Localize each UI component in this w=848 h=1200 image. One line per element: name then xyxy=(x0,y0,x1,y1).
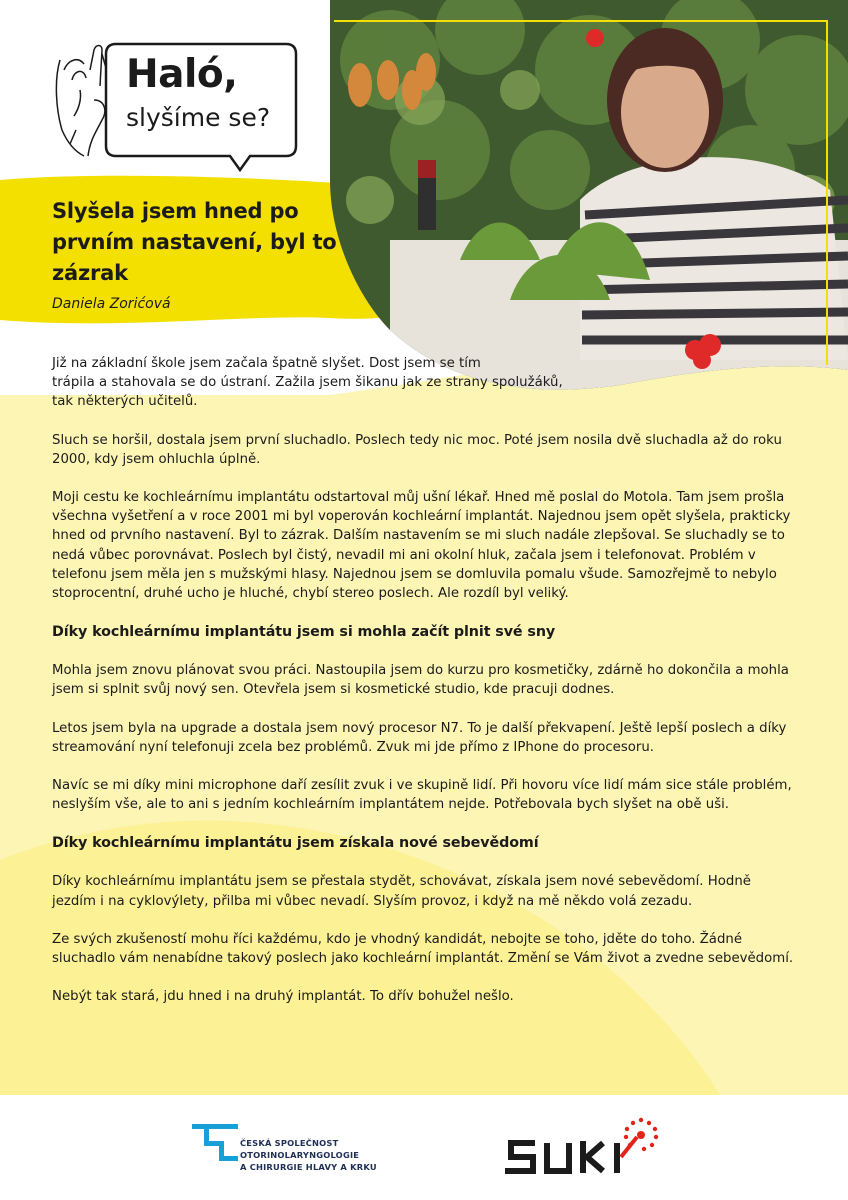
paragraph-9: Nebýt tak stará, jdu hned i na druhý implantát. To dřív bohužel nešlo. xyxy=(52,989,514,1005)
paragraph-1-line2: trápila a stahovala se do ústraní. Zažila jsem šikanu jak ze strany spolužáků, xyxy=(52,375,563,391)
article-title: Slyšela jsem hned po prvním nastavení, byl to zázrak xyxy=(52,199,337,285)
footer xyxy=(0,1095,848,1200)
paragraph-4: Mohla jsem znovu plánovat svou práci. Nastoupila jsem do kurzu pro kosmetičky, zdárně ho dokončila a mohla jsem si splnit svůj nový sen. Otevřela jsem si kosmetické studio, kde pracuji dodnes. xyxy=(52,663,789,698)
section-heading-2: Díky kochleárnímu implantátu jsem získala nové sebevědomí xyxy=(52,835,539,852)
paragraph-8: Ze svých zkušeností mohu říci každému, kdo je vhodný kandidát, nebojte se toho, jděte do toho. Žádné sluchadlo vám nenabídne takový poslech jako kochleární implantát. Změní se Vám život a zvedne sebevědomí. xyxy=(52,931,794,967)
orl-line2: OTORINOLARYNGOLOGIE xyxy=(240,1150,360,1160)
suki-logo-icon xyxy=(503,1117,663,1177)
article-author: Daniela Zorićová xyxy=(52,296,171,312)
paragraph-6: Navíc se mi díky mini microphone daří zesílit zvuk i ve skupině lidí. Při hovoru více lidí mám sice stále problém, neslyším vše, ale to ani s jedním kochleárním implantátem nejde. Potřebovala bych slyšet na obě uši. xyxy=(52,778,792,813)
article-body xyxy=(52,354,794,1006)
paragraph-7: Díky kochleárnímu implantátu jsem se přestala stydět, schovávat, získala jsem nové sebevědomí. Hodně jezdím i na cyklovýlety, přilba mi vůbec nevadí. Slyším provoz, i když na mě někdo volá zezadu. xyxy=(52,874,751,909)
logo-line1: Haló, xyxy=(126,52,238,97)
section-heading-1: Díky kochleárnímu implantátu jsem si mohla začít plnit své sny xyxy=(52,624,556,641)
orl-society-name xyxy=(240,1137,377,1173)
paragraph-2: Sluch se horšil, dostala jsem první sluchadlo. Poslech tedy nic moc. Poté jsem nosila dvě sluchadla až do roku 2000, kdy jsem ohluchla úplně. xyxy=(52,432,782,467)
paragraph-1-line3: tak některých učitelů. xyxy=(52,394,198,410)
paragraph-3: Moji cestu ke kochleárnímu implantátu odstartoval můj ušní lékař. Hned mě poslal do Motola. Tam jsem prošla všechna vyšetření a v roce 2001 mi byl voperován kochleární implantát. Najednou jsem opět slyšela, prakticky hned od prvního nastavení. Byl to zázrak. Dalším nastavením se mi sluch nadále zlepšoval. Se sluchadly se to nedá vůbec porovnávat. Poslech byl čistý, nevadil mi ani okolní hluk, začala jsem i telefonovat. Problém v telefonu jsem měla jen s mužskými hlasy. Najednou jsem se domluvila pomalu všude. Samozřejmě to nebylo stoprocentní, druhé ucho je hluché, chybí stereo poslech. Ale rozdíl byl veliký. xyxy=(52,490,791,602)
orl-line3: A CHIRURGIE HLAVY A KRKU xyxy=(240,1162,377,1172)
photo-frame xyxy=(334,20,828,365)
paragraph-1 xyxy=(52,354,794,412)
logo-line2: slyšíme se? xyxy=(126,103,271,132)
paragraph-5: Letos jsem byla na upgrade a dostala jsem nový procesor N7. To je další překvapení. Ještě lepší poslech a díky streamování nyní telefonuji zcela bez problémů. Zvuk mi jde přímo z IPhone do procesoru. xyxy=(52,720,787,755)
paragraph-1-line1: Již na základní škole jsem začala špatně slyšet. Dost jsem se tím xyxy=(52,356,481,371)
orl-line1: ČESKÁ SPOLEČNOST xyxy=(240,1138,339,1148)
orl-logo-icon xyxy=(190,1122,242,1164)
hand-ear-icon xyxy=(56,46,106,157)
